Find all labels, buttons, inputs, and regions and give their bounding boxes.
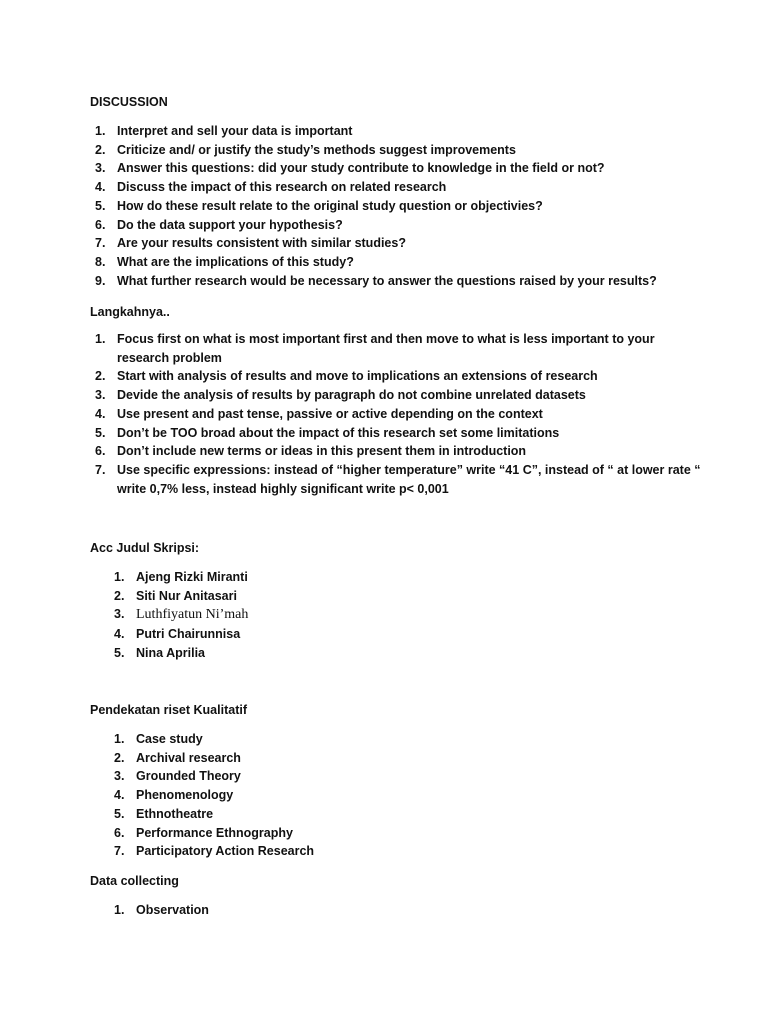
list-item: 5. Nina Aprilia xyxy=(114,645,205,660)
data-collecting-heading: Data collecting xyxy=(90,874,179,888)
pendekatan-heading: Pendekatan riset Kualitatif xyxy=(90,703,247,717)
list-item: 2. Start with analysis of results and move to implications an extensions of research xyxy=(95,369,598,384)
list-item: 5. Ethnotheatre xyxy=(114,806,214,821)
list-item: 3. Luthfiyatun Ni’mah xyxy=(114,607,249,623)
list-item: 2. Siti Nur Anitasari xyxy=(114,588,237,603)
list-item: 7. Participatory Action Research xyxy=(114,844,315,859)
list-item: 7. Are your results consistent with similar studies? xyxy=(95,236,406,251)
list-item: 2. Archival research xyxy=(114,750,241,765)
discussion-list xyxy=(95,122,737,290)
list-item: 6. Performance Ethnography xyxy=(114,825,293,840)
acc-list xyxy=(114,568,536,663)
list-item: 1. Case study xyxy=(114,732,203,746)
list-item: 1. Ajeng Rizki Miranti xyxy=(114,570,248,584)
list-item: 6. Do the data support your hypothesis? xyxy=(95,217,343,232)
list-item: 1. Focus first on what is most important first and then move to what is less important to your research problem xyxy=(95,332,655,365)
list-item: 4. Phenomenology xyxy=(114,788,234,803)
acc-heading: Acc Judul Skripsi: xyxy=(90,541,200,555)
list-item: 6. Don’t include new terms or ideas in this present them in introduction xyxy=(95,444,527,459)
list-item: 2. Criticize and/ or justify the study’s methods suggest improvements xyxy=(95,142,516,157)
list-item: 1. Interpret and sell your data is important xyxy=(95,124,353,138)
langkah-heading: Langkahnya.. xyxy=(90,305,170,319)
list-item: 5. Don’t be TOO broad about the impact of this research set some limitations xyxy=(95,425,560,440)
data-collecting-list xyxy=(114,901,536,920)
list-item: 5. How do these result relate to the original study question or objectivies? xyxy=(95,198,543,213)
list-item: 7. Use specific expressions: instead of “higher temperature” write “41 C”, instead of “ at lower rate “ write 0,7% less, instead highly significant write p< 0,001 xyxy=(95,462,701,496)
list-item: 3. Answer this questions: did your study contribute to knowledge in the field or not? xyxy=(95,161,605,176)
list-item: 4. Discuss the impact of this research on related research xyxy=(95,180,447,195)
discussion-heading: DISCUSSION xyxy=(90,95,168,109)
list-item: 9. What further research would be necessary to answer the questions raised by your results? xyxy=(95,273,657,288)
pendekatan-list xyxy=(114,730,536,861)
langkah-list xyxy=(95,330,707,498)
list-item: 3. Grounded Theory xyxy=(114,769,241,784)
list-item: 1. Observation xyxy=(114,903,209,917)
list-item: 3. Devide the analysis of results by paragraph do not combine unrelated datasets xyxy=(95,388,586,403)
list-item: 8. What are the implications of this study? xyxy=(95,254,354,269)
list-item: 4. Putri Chairunnisa xyxy=(114,627,241,642)
list-item: 4. Use present and past tense, passive or active depending on the context xyxy=(95,406,543,421)
